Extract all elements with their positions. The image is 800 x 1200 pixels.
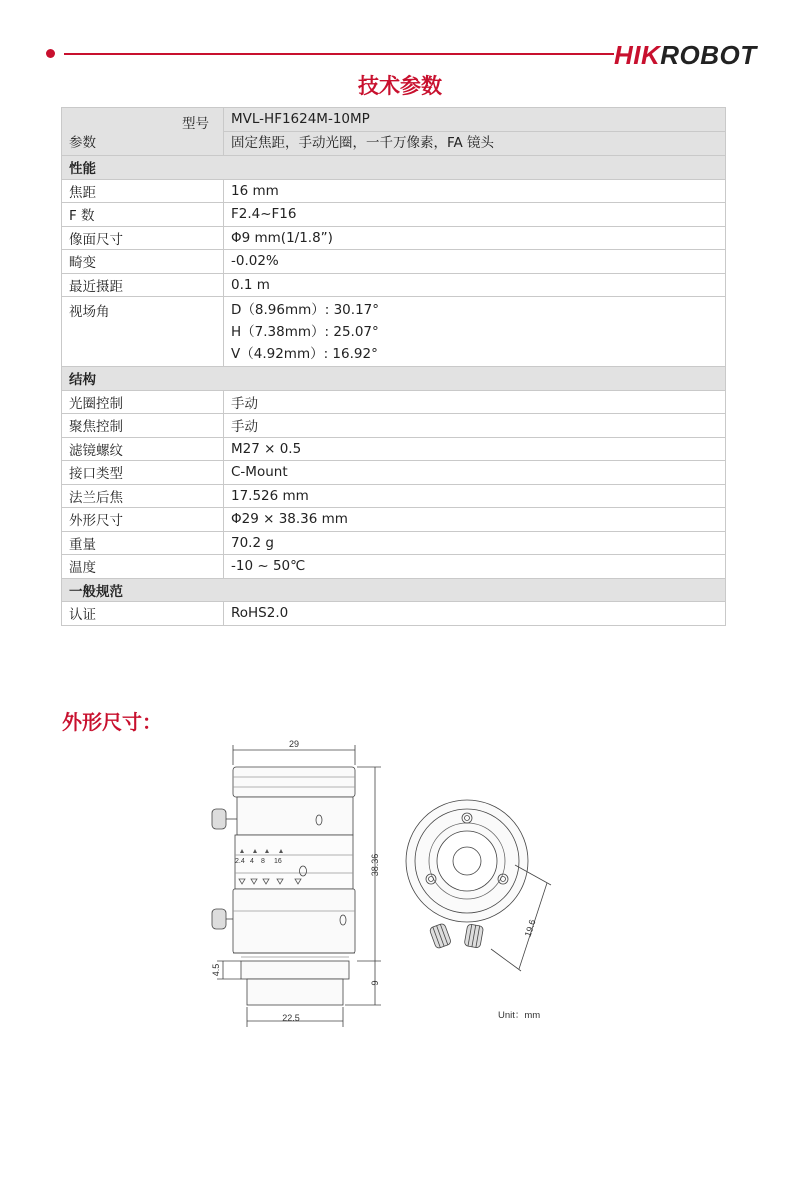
spec-value: 手动 (224, 414, 726, 438)
dim-label-right: 9 (370, 980, 380, 986)
table-header-row (62, 108, 726, 156)
table-row (62, 484, 726, 508)
param-label: 参数 (69, 135, 96, 151)
table-row (62, 273, 726, 297)
spec-key: 聚焦控制 (62, 414, 224, 438)
model-description: 固定焦距，手动光圈，一千万像素，FA 镜头 (231, 135, 495, 151)
spec-value: 16 mm (224, 179, 726, 203)
spec-key: 像面尺寸 (62, 226, 224, 250)
spec-key: 最近摄距 (62, 273, 224, 297)
section-row (62, 367, 726, 391)
spec-value: 手动 (224, 390, 726, 414)
spec-key: 接口类型 (62, 461, 224, 485)
dim-label-height: 38.36 (370, 853, 380, 877)
spec-value: RoHS2.0 (224, 602, 726, 626)
spec-value: 70.2 g (224, 531, 726, 555)
table-row (62, 531, 726, 555)
header-dot (46, 49, 55, 58)
lens-aperture-barrel (237, 797, 353, 835)
table-row (62, 390, 726, 414)
scale-label: 16 (274, 858, 282, 865)
section-title: 性能 (62, 156, 726, 180)
header-value-cell (224, 108, 726, 156)
dim-label-front: 19.6 (522, 918, 538, 938)
spec-key: 温度 (62, 555, 224, 579)
page-title: 技术参数 (358, 74, 442, 98)
front-knob-right (464, 924, 484, 948)
spec-value: 17.526 mm (224, 484, 726, 508)
spec-value: Φ29 × 38.36 mm (224, 508, 726, 532)
table-row (62, 555, 726, 579)
c-mount-thread (241, 961, 349, 979)
table-row (62, 250, 726, 274)
spec-value: Φ9 mm(1/1.8”) (224, 226, 726, 250)
locking-screw-bottom (212, 909, 226, 929)
spec-key: 畸变 (62, 250, 224, 274)
spec-value-fov (224, 297, 726, 367)
scale-label: 8 (261, 858, 265, 865)
lens-focus-barrel (233, 889, 355, 953)
table-row (62, 203, 726, 227)
table-row (62, 226, 726, 250)
spec-key: 外形尺寸 (62, 508, 224, 532)
dimensions-title: 外形尺寸： (62, 710, 162, 734)
spec-key: 焦距 (62, 179, 224, 203)
spec-key: 光圈控制 (62, 390, 224, 414)
table-row (62, 602, 726, 626)
spec-value: M27 × 0.5 (224, 437, 726, 461)
scale-label: 4 (250, 858, 254, 865)
spec-value: 0.1 m (224, 273, 726, 297)
dim-label-top: 29 (288, 739, 300, 749)
dim-label-bottom: 22.5 (282, 1013, 300, 1023)
fov-vertical: V（4.92mm）: 16.92° (231, 346, 378, 362)
header-label-cell (62, 108, 224, 156)
table-row (62, 461, 726, 485)
table-row (62, 414, 726, 438)
table-row (62, 437, 726, 461)
spec-table (61, 107, 726, 626)
spec-key: F 数 (62, 203, 224, 227)
table-row (62, 179, 726, 203)
model-value: MVL-HF1624M-10MP (224, 108, 725, 132)
table-row-fov (62, 297, 726, 367)
locking-screw-top (212, 809, 226, 829)
section-title: 结构 (62, 367, 726, 391)
spec-key: 认证 (62, 602, 224, 626)
c-mount-body (247, 979, 343, 1005)
spec-value: -10 ~ 50℃ (224, 555, 726, 579)
spec-value: C-Mount (224, 461, 726, 485)
spec-key: 重量 (62, 531, 224, 555)
dim-label-left: 4.5 (211, 963, 221, 977)
front-knob-left (429, 923, 452, 949)
spec-key: 视场角 (62, 297, 224, 367)
section-row (62, 156, 726, 180)
hikrobot-logo: HIKROBOT (614, 40, 757, 70)
spec-key: 法兰后焦 (62, 484, 224, 508)
table-row (62, 508, 726, 532)
lens-front-ring (233, 767, 355, 797)
spec-key: 滤镜螺纹 (62, 437, 224, 461)
header-rule (64, 53, 614, 55)
lens-dimension-drawing (195, 735, 575, 1035)
fov-diagonal: D（8.96mm）: 30.17° (231, 302, 379, 318)
model-label: 型号 (182, 116, 209, 132)
section-row (62, 578, 726, 602)
section-title: 一般规范 (62, 578, 726, 602)
scale-label: 2.4 (235, 858, 245, 865)
fov-horizontal: H（7.38mm）: 25.07° (231, 324, 379, 340)
unit-label: Unit：mm (498, 1010, 541, 1021)
spec-value: F2.4~F16 (224, 203, 726, 227)
spec-value: -0.02% (224, 250, 726, 274)
